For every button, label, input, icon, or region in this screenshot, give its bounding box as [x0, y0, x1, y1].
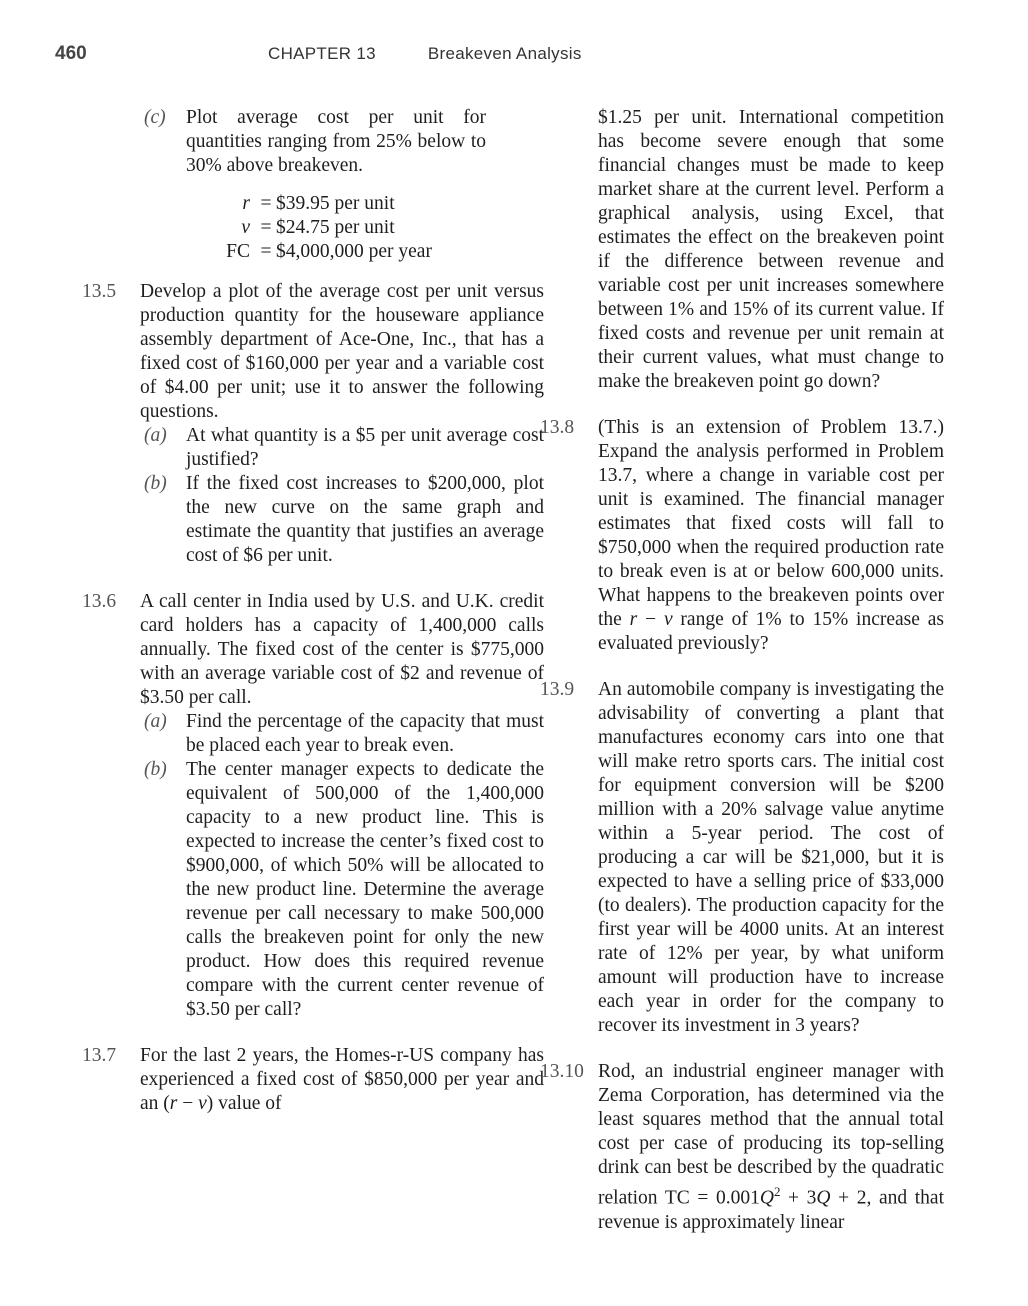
- subpart-label: (a): [144, 425, 167, 446]
- subpart-label: (c): [144, 107, 166, 128]
- problem-number: 13.8: [540, 417, 575, 438]
- given-rhs: $24.75 per unit: [276, 217, 395, 238]
- given-r: r = $39.95 per unit: [242, 193, 395, 214]
- symbol-q: Q: [759, 1187, 774, 1209]
- minus-sign: −: [637, 609, 664, 630]
- subpart-label: (b): [144, 473, 167, 494]
- problem-text: An automobile company is investigating the advisability of converting a plant that manufactures economy cars into one that will make retro sports cars. The initial cost for equipment conversion will be $200 million with a 20% salvage value anytime within a 5-year period. The cost of producing a car will be $21,000, but it is expected to have a selling price of $33,000 (to dealers). The production capacity for the first year will be 4000 units. At an interest rate of 12% per year, by what uniform amount will production have to increase each year in order for the company to recover its investment in 3 years?: [598, 679, 944, 1036]
- text-run: (This is an extension of Problem 13.7.) Expand the analysis performed in Problem 13.7, where a change in variable cost per unit is examined. The financial manager estimates that fixed costs will fall to $750,000 when the required production rate to break even is at or below 600,000 units. What happens to the breakeven points over the: [598, 417, 944, 630]
- symbol-r: r: [169, 1093, 178, 1114]
- problem-13-6: [82, 590, 544, 1022]
- text-run: For the last 2 years, the Homes-r-US company has experienced a fixed cost of $850,000 per year and an (: [140, 1045, 544, 1114]
- subpart-b: [140, 758, 544, 1022]
- symbol-v: v: [198, 1093, 207, 1114]
- text-run: Rod, an industrial engineer manager with Zema Corporation, has determined via the least squares method that the annual total cost per case of producing its top-selling drink can best be described by the quadratic relation TC = 0.001: [598, 1061, 944, 1209]
- section-title: Breakeven Analysis: [427, 44, 582, 63]
- problem-13-5: [82, 280, 544, 568]
- subpart-a: [140, 424, 544, 472]
- text-run: ) value of: [206, 1093, 282, 1114]
- problem-13-4c: [140, 106, 486, 178]
- given-fc: FC = $4,000,000 per year: [140, 240, 486, 264]
- problem-text: [140, 1044, 544, 1116]
- minus-sign: −: [177, 1093, 199, 1114]
- given-rhs: $39.95 per unit: [276, 193, 395, 214]
- subpart-text: Find the percentage of the capacity that must be placed each year to break even.: [186, 711, 544, 756]
- subpart-a: [140, 710, 544, 758]
- text-run: range of 1% to 15% increase as evaluated previously?: [598, 609, 945, 654]
- subpart-text: Plot average cost per unit for quantities ranging from 25% below to 30% above breakeven.: [186, 107, 486, 176]
- problem-text: $1.25 per unit. International competition has become severe enough that some financial changes must be made to keep market share at the current level. Perform a graphical analysis, using Excel, that estimates the effect on the breakeven point if the difference between revenue and variable cost per unit increases somewhere between 1% and 15% of its current value. If fixed costs and revenue per unit remain at their current values, what must change to make the breakeven point go down?: [598, 107, 944, 392]
- problem-13-9: [540, 678, 944, 1038]
- problem-number: 13.10: [540, 1061, 584, 1082]
- given-lhs: v: [241, 217, 250, 238]
- problem-number: 13.7: [82, 1045, 117, 1066]
- subpart-label: (b): [144, 759, 167, 780]
- problem-13-10: [540, 1060, 944, 1235]
- right-column: [540, 106, 944, 1235]
- subpart-label: (a): [144, 711, 167, 732]
- subpart-text: If the fixed cost increases to $200,000, plot the new curve on the same graph and estimate the quantity that justifies an average cost of $6 per unit.: [186, 473, 544, 566]
- running-head: [268, 44, 582, 64]
- problem-number: 13.5: [82, 281, 117, 302]
- text-run: + 3: [780, 1187, 817, 1209]
- subpart-text: The center manager expects to dedicate the equivalent of 500,000 of the 1,400,000 capacity to a new product line. This is expected to increase the center’s fixed cost to $900,000, of which 50% will be allocated to the new product line. Determine the average revenue per call necessary to make 500,000 calls the breakeven point for only the new product. How does this required revenue compare with the current center revenue of $3.50 per call?: [186, 759, 544, 1020]
- subpart-text: At what quantity is a $5 per unit average cost justified?: [186, 425, 544, 470]
- page-number: 460: [55, 43, 87, 64]
- given-rhs: $4,000,000 per year: [276, 241, 432, 262]
- symbol-q: Q: [816, 1187, 831, 1209]
- problem-number: 13.6: [82, 591, 117, 612]
- symbol-r: r: [629, 609, 638, 630]
- given-lhs: r: [242, 193, 250, 214]
- problem-number: 13.9: [540, 679, 575, 700]
- chapter-label: CHAPTER 13: [268, 44, 376, 63]
- problem-text: Develop a plot of the average cost per unit versus production quantity for the houseware appliance assembly department of Ace-One, Inc., that has a fixed cost of $160,000 per year and a variable cost of $4.00 per unit; use it to answer the following questions.: [140, 281, 544, 422]
- problem-13-7-continued: [540, 106, 944, 394]
- problem-13-7: [82, 1044, 544, 1116]
- subpart-b: [140, 472, 544, 568]
- problem-text: [598, 1060, 944, 1235]
- problem-text: A call center in India used by U.S. and U.K. credit card holders has a capacity of 1,400,000 calls annually. The fixed cost of the center is $775,000 with an average variable cost of $2 and revenue of $3.50 per call.: [140, 591, 544, 708]
- given-lhs: FC: [226, 241, 250, 262]
- problem-text: [598, 416, 944, 656]
- left-column: [82, 106, 544, 1116]
- given-v: v = $24.75 per unit: [241, 217, 395, 238]
- problem-13-8: [540, 416, 944, 656]
- symbol-v: v: [663, 609, 673, 630]
- text-run: + 2, and that revenue is approximately linear: [598, 1187, 944, 1233]
- exponent: 2: [773, 1184, 781, 1199]
- given-values: [140, 192, 486, 264]
